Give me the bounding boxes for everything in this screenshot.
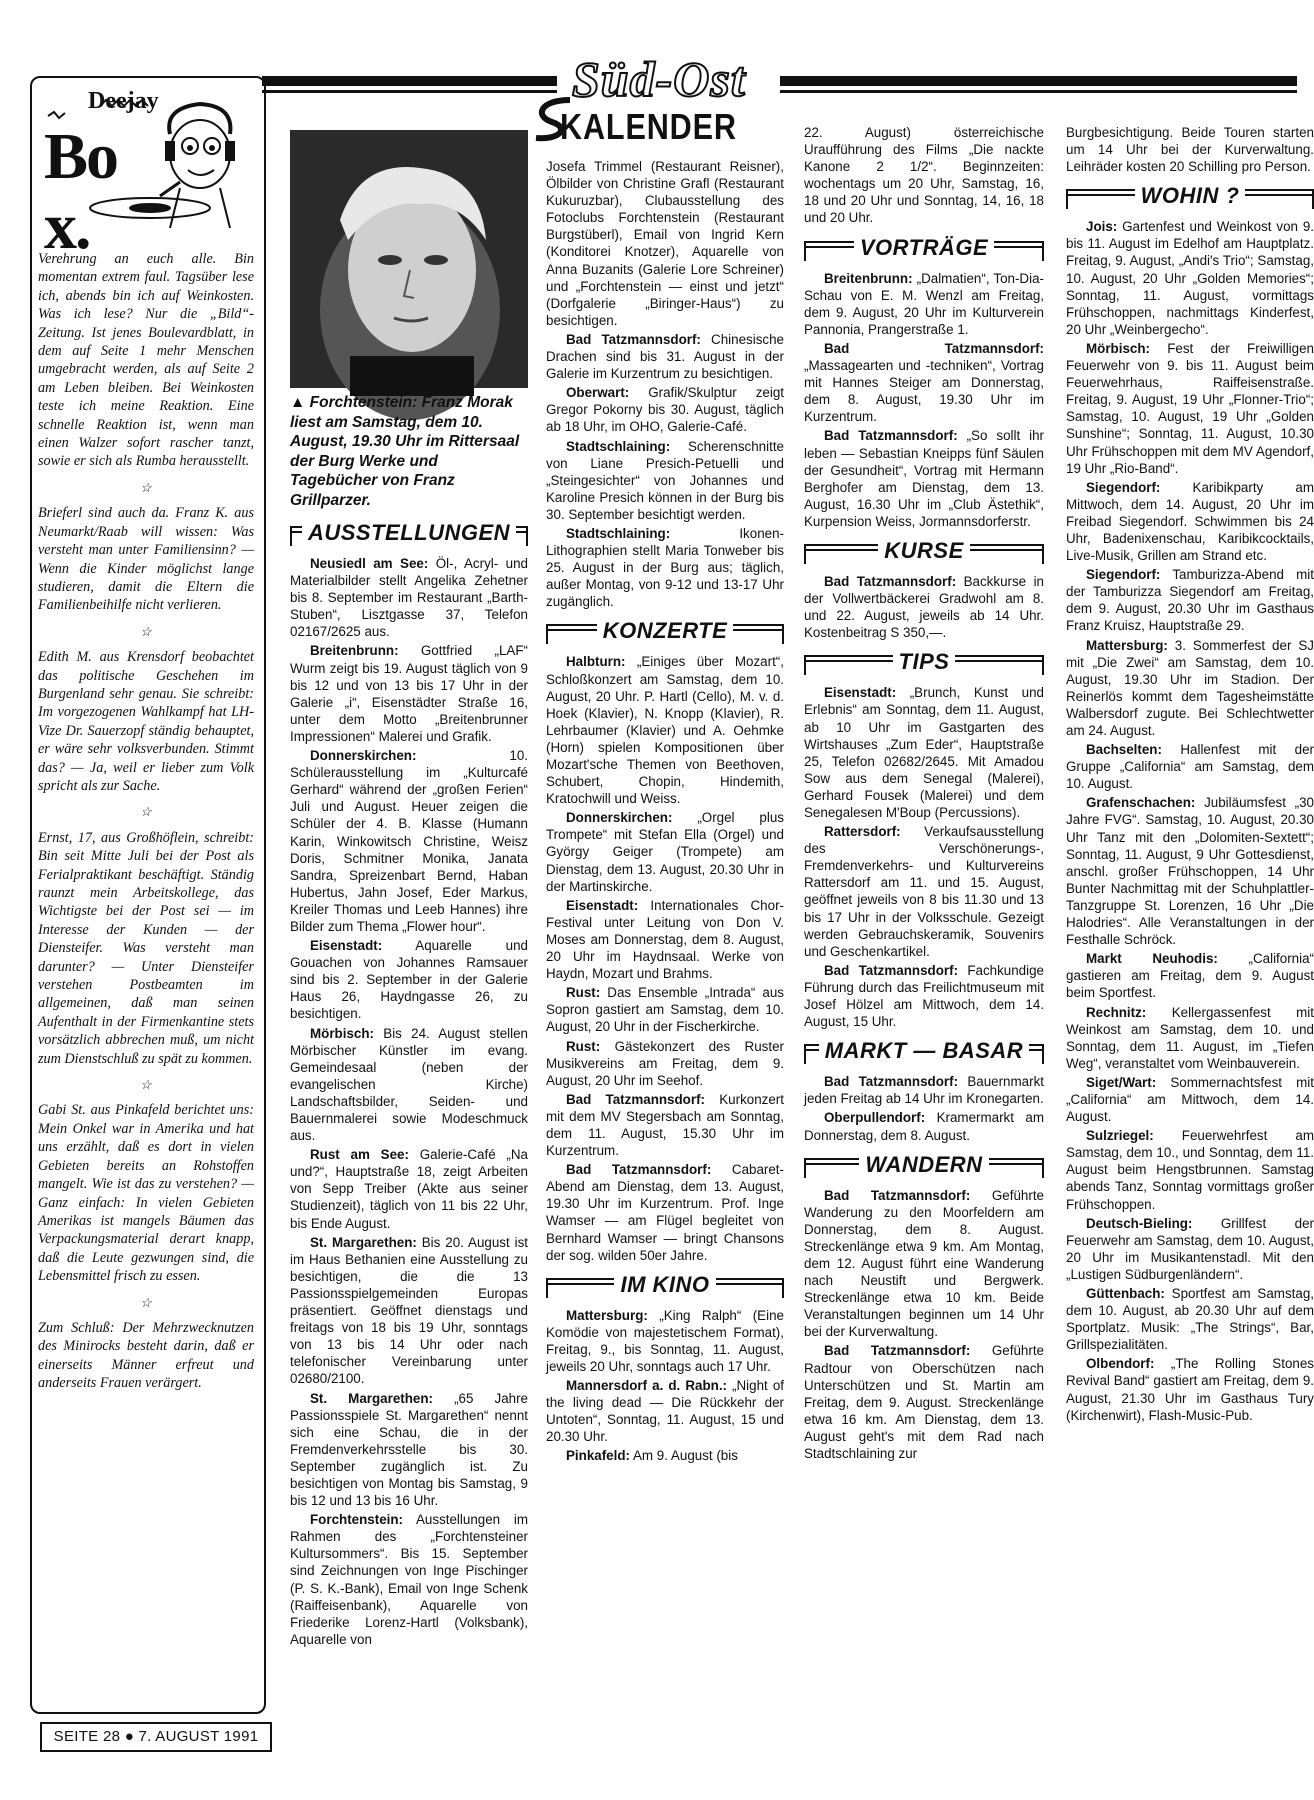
event-text: Ausstellungen im Rahmen des „Forchtensteiner Kultursommers“. Bis 15. September sind Zeichnungen von Inge Pischinger (P. S. K.-Bank), Email von Inge Schenk (Raiffeisenbank), Aquarelle von Friederike Lorenz-Hartl (Volksbank), Aquarelle von bbox=[290, 1512, 528, 1647]
event-entry bbox=[290, 555, 528, 640]
event-entry bbox=[1066, 1215, 1314, 1283]
deejay-paragraph: Ernst, 17, aus Großhöflein, schreibt: Bin seit Mitte Juli bei der Post als Ferialpraktikant beschäftigt. Ständig raunzt mein Arbeitskollege, das Wichtigste bei der Post sei — im Interesse der Kunden — der Diensteifer. Was versteht man darunter? — Unter Diensteifer verstehen Postbeamten im allgemeinen, daß man seinen Aufenthalt in der Firmenkantine stets vorsätzlich abbrechen muß, um nicht zum Dienstschluß zu spät zu kommen. bbox=[38, 829, 254, 1067]
page-footer bbox=[40, 1722, 272, 1752]
event-text: Bis 20. August ist im Haus Bethanien eine Ausstellung zu besichtigen, die die 13 Passionsspielgemeinden Europas präsentiert. Geöffnet dienstags und freitags von 18 bis 19 Uhr, sonntags von 13 bis 14 Uhr oder nach telefonischer Vereinbarung unter 02680/2100. bbox=[290, 1234, 528, 1387]
event-place: Siegendorf: bbox=[1086, 479, 1161, 495]
event-entry bbox=[1066, 1285, 1314, 1353]
section-title: AUSSTELLUNGEN bbox=[302, 520, 516, 545]
deejay-paragraph: Brieferl sind auch da. Franz K. aus Neumarkt/Raab will wissen: Was versteht man unter Familiensinn? — Wenn die Kinder möglichst lange studieren, damit die Eltern die Familienbeihilfe nicht verlieren. bbox=[38, 505, 254, 614]
event-entry bbox=[804, 684, 1044, 821]
tips-list bbox=[804, 684, 1044, 1030]
event-entry bbox=[546, 1091, 784, 1159]
section-title: VORTRÄGE bbox=[854, 235, 994, 260]
event-place: Deutsch-Bieling: bbox=[1086, 1215, 1193, 1231]
event-text: Bis 24. August stellen Mörbischer Künstler im evang. Gemeindesaal (neben der evangelischen Kirche) Landschaftsbilder, Seiden- und Bauernmalerei sowie Modeschmuck aus. bbox=[290, 1025, 528, 1144]
event-text: „Einiges über Mozart“, Schloßkonzert am Samstag, dem 10. August, 20 Uhr. P. Hartl (Cello), M. v. d. Hoek (Klavier), N. Knopp (Klavier), R. Lehrbaumer (Klavier) und A. Oehmke (Horn) spielen Kompositionen über Mozart'sche Themen von Beethoven, Schubert, Chopin, Hindemith, Kratochwill und Weiss. bbox=[546, 654, 784, 807]
section-header-wohin bbox=[1066, 183, 1314, 209]
event-entry bbox=[1066, 479, 1314, 564]
top-rule-left bbox=[262, 76, 557, 86]
kino-list bbox=[546, 1307, 784, 1465]
event-entry bbox=[546, 1038, 784, 1089]
event-text: Tamburizza-Abend mit der Tamburizza Siegendorf am Freitag, dem 9. August, 20.30 Uhr im Gasthaus Franz Kruisz, Hauptstraße 29. bbox=[1066, 567, 1314, 634]
event-entry bbox=[1066, 637, 1314, 740]
section-header-markt bbox=[804, 1038, 1044, 1064]
event-text: Kurkonzert mit dem MV Stegersbach am Sonntag, dem 11. August, 15.30 Uhr im Kurzentrum. bbox=[546, 1091, 784, 1159]
event-place: Bad Tatzmannsdorf: bbox=[566, 1091, 705, 1107]
ausstellungen-continued-list bbox=[546, 158, 784, 610]
event-entry bbox=[804, 1073, 1044, 1107]
event-place: Eisenstadt: bbox=[824, 685, 897, 701]
event-text: Verkaufsausstellung des Verschönerungs-, Fremdenverkehrs- und Kulturvereins Rattersdorf am 11. und 15. August, geöffnet jeweils von 8 bis 11.30 und 13 bis 17 Uhr in der Volksschule. Gezeigt werden Gebrauchskeramik, Souvenirs und Geschenkartikel. bbox=[804, 824, 1044, 959]
photo-caption: ▲ Forchtenstein: Franz Morak liest am Samstag, dem 10. August, 19.30 Uhr im Rittersaal der Burg Werke und Tagebücher von Franz Grillparzer. bbox=[290, 394, 520, 509]
section-header-ausstellungen bbox=[290, 520, 528, 546]
event-entry bbox=[546, 158, 784, 329]
event-text: Aquarelle und Gouachen von Johannes Ramsauer sind bis 2. September in der Galerie Haus 26, Haydngasse 26, zu besichtigen. bbox=[290, 938, 528, 1022]
event-place: Siget/Wart: bbox=[1086, 1074, 1157, 1090]
event-entry bbox=[1066, 566, 1314, 634]
event-entry bbox=[546, 1161, 784, 1264]
event-place: Mannersdorf a. d. Rabn.: bbox=[566, 1378, 727, 1394]
event-place: Donnerskirchen: bbox=[566, 810, 673, 826]
event-place: Mörbisch: bbox=[310, 1025, 374, 1041]
event-place: Grafenschachen: bbox=[1086, 795, 1196, 811]
event-text: Josefa Trimmel (Restaurant Reisner), Ölbilder von Christine Grafl (Restaurant Kukuruzbar), Clubausstellung des Fotoclubs Forchtenstein (Restaurant Burgstüberl), Email von Ingrid Kern (Konditorei Knotzer), Aquarelle von Anna Buzanits (Galerie Lore Schreiner) und „Forchtenstein — einst und jetzt“ (Dorfgalerie „Biringer-Haus“) zu besichtigen. bbox=[546, 159, 784, 328]
top-rule-right-thin bbox=[780, 90, 1297, 93]
wandern-list bbox=[804, 1187, 1044, 1463]
event-entry bbox=[290, 1511, 528, 1648]
event-place: Mattersburg: bbox=[1086, 637, 1168, 653]
deejay-text bbox=[38, 250, 254, 1395]
event-place: Rust: bbox=[566, 985, 601, 1001]
ausstellungen-list bbox=[290, 555, 528, 1648]
event-text: „Dalmatien“, Ton-Dia-Schau von E. M. Wenzl am Freitag, dem 9. August, 20 Uhr im Kulturverein Pannonia, Prangerstraße 1. bbox=[804, 270, 1044, 337]
kalender-logo bbox=[530, 51, 790, 147]
event-text: „King Ralph“ (Eine Komödie von majestetischem Format), Freitag, 9., bis Sonntag, 11. August, jeweils 20 Uhr, sonntags auch 17 Uhr. bbox=[546, 1307, 784, 1374]
column-4 bbox=[804, 124, 1044, 1464]
star-icon: ☆ bbox=[140, 1294, 152, 1310]
event-place: Breitenbrunn: bbox=[310, 643, 399, 659]
event-entry bbox=[1066, 794, 1314, 948]
event-place: Oberwart: bbox=[566, 385, 630, 401]
event-entry bbox=[1066, 741, 1314, 792]
event-text: Geführte Radtour von Oberschützen nach Unterschützen und St. Martin am Freitag, dem 9. August. Streckenlänge etwa 16 km. Am Dienstag, dem 13. August geht's mit dem Rad nach Stadtschlaining zur bbox=[804, 1343, 1044, 1461]
event-place: Jois: bbox=[1086, 219, 1118, 235]
event-text: Grafik/Skulptur zeigt Gregor Pokorny bis 30. August, täglich ab 18 Uhr, im OHO, Galerie-Café. bbox=[546, 385, 784, 435]
event-place: Eisenstadt: bbox=[310, 938, 383, 954]
event-place: Olbendorf: bbox=[1086, 1356, 1155, 1372]
event-place: Siegendorf: bbox=[1086, 567, 1161, 583]
event-place: Bad Tatzmannsdorf: bbox=[824, 340, 1044, 356]
event-entry bbox=[546, 809, 784, 894]
event-place: Bad Tatzmannsdorf: bbox=[824, 573, 957, 589]
section-title: KURSE bbox=[878, 538, 970, 563]
event-text: Backkurse in der Vollwertbäckerei Gradwohl am 8. und 22. August, jeweils ab 14 Uhr. Kostenbeitrag S 350,—. bbox=[804, 573, 1044, 641]
event-place: Rattersdorf: bbox=[824, 824, 901, 840]
section-title: TIPS bbox=[893, 649, 956, 674]
event-place: Pinkafeld: bbox=[566, 1448, 630, 1464]
event-entry bbox=[1066, 950, 1314, 1001]
event-text: Internationales Chor-Festival unter Leitung von Don V. Moses am Donnerstag, dem 8. August, 20 Uhr im Haydnsaal. Werke von Haydn, Mozart und Brahms. bbox=[546, 897, 784, 982]
event-entry bbox=[804, 340, 1044, 425]
page-footer-text: SEITE 28 ● 7. AUGUST 1991 bbox=[53, 1728, 259, 1745]
star-icon: ☆ bbox=[140, 479, 152, 495]
event-text: Jubiläumsfest „30 Jahre FVG“. Samstag, 10. August, 20.30 Uhr Tanz mit den „Dolomiten-Sextett“; Sonntag, 11. August, 9 Uhr Gottesdienst, anschl. großer Frühschoppen, 14 Uhr Bunter Nachmittag mit der Schuhplattler-Tanzgruppe St. Lorenzen, 16 Uhr „Die Halodries“. Alle Veranstaltungen in der Festhalle Schröck. bbox=[1066, 795, 1314, 948]
section-header-konzerte bbox=[546, 618, 784, 644]
wandern-continued: Burgbesichtigung. Beide Touren starten um 14 Uhr bei der Kurverwaltung. Leihräder kosten 20 Schilling pro Person. bbox=[1066, 125, 1314, 175]
event-text: Ikonen-Lithographien stellt Maria Tonweber bis 25. August in der Burg aus; täglich, außer Montag, von 9-12 und 13-17 Uhr zugänglich. bbox=[546, 525, 784, 610]
event-entry bbox=[546, 331, 784, 382]
event-entry bbox=[290, 642, 528, 745]
kalender-script: Süd-Ost bbox=[572, 51, 746, 107]
section-header-wandern bbox=[804, 1152, 1044, 1178]
star-icon: ☆ bbox=[140, 623, 152, 639]
event-text: 3. Sommerfest der SJ mit „Die Zwei“ am Samstag, dem 10. August, 19.30 Uhr im Stadion. Der Reinerlös kommt dem Tagesheimstätte Walbersdorf zugute. Bei Schlechtwetter am 24. August. bbox=[1066, 637, 1314, 738]
event-entry bbox=[1066, 340, 1314, 477]
top-rule-right bbox=[780, 76, 1297, 86]
event-text: Gottfried „LAF“ Wurm zeigt bis 19. August täglich von 9 bis 12 und von 13 bis 17 Uhr in der Galerie „i“, Eisenstädter Straße 16, unter dem Motto „Breitenbrunner Impressionen“ Malerei und Grafik. bbox=[290, 643, 528, 744]
event-entry bbox=[804, 823, 1044, 960]
event-place: Bad Tatzmannsdorf: bbox=[824, 1343, 971, 1359]
event-place: Rust am See: bbox=[310, 1147, 409, 1163]
section-title: WOHIN ? bbox=[1135, 183, 1246, 208]
event-place: Forchtenstein: bbox=[310, 1512, 403, 1528]
event-text: „Massagearten und -techniken“, Vortrag mit Hannes Steiger am Donnerstag, dem 8. August, 19.30 Uhr im Kurzentrum. bbox=[804, 358, 1044, 425]
deejay-logo bbox=[40, 86, 255, 263]
event-entry bbox=[546, 1307, 784, 1375]
event-entry bbox=[1066, 1004, 1314, 1072]
event-text: Fachkundige Führung durch das Freilichtmuseum mit Josef Hölzel am Mittwoch, dem 14. August, 15 Uhr. bbox=[804, 962, 1044, 1030]
event-place: Oberpullendorf: bbox=[824, 1110, 926, 1126]
event-entry bbox=[546, 438, 784, 523]
section-title: MARKT — BASAR bbox=[819, 1038, 1029, 1063]
deejay-paragraph: Edith M. aus Krensdorf beobachtet das politische Geschehen im Burgenland sehr genau. Sie schreibt: Im vorgezogenen Wahlkampf hat LH-Vize Dr. Sauerzopf ständig behauptet, er wäre sehr volksverbunden. Stimmt das? — Ja, weil er lieber zum Volk spricht als zur Sache. bbox=[38, 649, 254, 794]
section-title: IM KINO bbox=[614, 1272, 715, 1297]
event-place: Donnerskirchen: bbox=[310, 748, 417, 764]
event-place: Bad Tatzmannsdorf: bbox=[824, 1187, 971, 1203]
event-entry bbox=[290, 937, 528, 1022]
deejay-paragraph: Verehrung an euch alle. Bin momentan extrem faul. Tagsüber lese ich, abends bin ich auf Weinkosten. Was ich lese? Nur die „Bild“-Zeitung. Ist jenes Boulevardblatt, in dem auf Seite 1 mehr Menschen umgebracht werden, als auf Seite 2 am Leben bleiben. Bei Weinkosten teste ich meine Reaktion. Eine schnelle Reaktion ist, wenn man einen Walzer sofort rascher tanzt, sowie er sich als Rumba herausstellt. bbox=[38, 251, 254, 470]
event-text: 10. Schülerausstellung im „Kulturcafé Gerhard“ während der „großen Ferien“ Juli und August. Heuer zeigen die Schüler der 4. B. Klasse (Humann Karin, Winkowitsch Christine, Weisz Doris, Schmitner Monika, Janata Sandra, Spreizenbart Bernd, Haban Hubertus, Jahn Josef, Eder Markus, Kreiler Thomas und Leeb Hannes) ihre Bilder zum Thema „Flower hour“. bbox=[290, 748, 528, 934]
event-text: Sportfest am Samstag, dem 10. August, ab 20.30 Uhr auf dem Sportplatz. Musik: „The Strings“, Bar, Grillspezialitäten. bbox=[1066, 1286, 1314, 1353]
event-text: „So sollt ihr leben — Sebastian Kneipps fünf Säulen der Gesundheit“, Vortrag mit Hermann Berghofer am Dienstag, dem 13. August, 16.30 Uhr im „Club Ästethik“, Kurpension Weiss, Jormannsdorferstr. bbox=[804, 428, 1044, 529]
event-text: Öl-, Acryl- und Materialbilder stellt Angelika Zehetner bis 8. September im Restaurant „Barth-Stuben“, Lisztgasse 37, Telefon 02167/2625 aus. bbox=[290, 556, 528, 640]
event-text: Karibikparty am Mittwoch, dem 14. August, 20 Uhr im Freibad Siegendorf. Schwimmen bis 24 Uhr, Badenixenschau, Karibikcocktails, Live-Musik, Grillen am Strand etc. bbox=[1066, 479, 1314, 564]
section-header-vortraege bbox=[804, 235, 1044, 261]
star-icon: ☆ bbox=[140, 1077, 152, 1093]
event-text: Fest der Freiwilligen Feuerwehr von 9. bis 11. August beim Feuerwehrhaus, Raiffeisenstraße. Freitag, 9. August, 19 Uhr „Flonner-Trio“; Samstag, 10. August, 19 Uhr „Golden Sunshine“; Sonntag, 11. August, 10.30 Uhr Frühschoppen mit dem MV Agendorf, 19 Uhr „Rio-Band“. bbox=[1066, 340, 1314, 476]
event-place: St. Margarethen: bbox=[310, 1234, 417, 1250]
deejay-paragraph: Gabi St. aus Pinkafeld berichtet uns: Mein Onkel war in Amerika und hat uns erzählt, daß es dort in vielen Gebieten bereits an Rohstoffen mangelt. Wie ist das zu verstehen? — Ganz einfach: In vielen Gebieten Amerikas ist mangels Bäumen das Verpackungsmaterial derart knapp, daß die Leute gezwungen sind, die Lebensmittel frisch zu essen. bbox=[38, 1102, 254, 1285]
event-text: „Orgel plus Trompete“ mit Stefan Ella (Orgel) und György Geiger (Trompete) am Dienstag, dem 13. August, 20.30 Uhr in der Martinskirche. bbox=[546, 810, 784, 894]
event-place: Güttenbach: bbox=[1086, 1286, 1165, 1301]
event-text: Hallenfest mit der Gruppe „California“ am Samstag, dem 10. August. bbox=[1066, 742, 1314, 792]
event-entry bbox=[804, 1187, 1044, 1341]
event-place: Neusiedl am See: bbox=[310, 556, 429, 571]
section-header-tips bbox=[804, 649, 1044, 675]
event-text: Scherenschnitte von Liane Presich-Petuelli und „Steingesichter“ von Johannes und Karoline Presich können in der Burg bis 30. September besichtigt werden. bbox=[546, 438, 784, 522]
event-place: Sulzriegel: bbox=[1086, 1128, 1154, 1144]
event-text: Kellergassenfest mit Weinkost am Samstag, dem 10. und Sonntag, dem 11. August, im „Tiefen Weg“, veranstaltet vom Weinbauverein. bbox=[1066, 1004, 1314, 1071]
event-text: Am 9. August (bis bbox=[630, 1448, 738, 1464]
section-title: WANDERN bbox=[859, 1152, 988, 1177]
event-entry bbox=[290, 1146, 528, 1231]
event-place: Halbturn: bbox=[566, 654, 626, 670]
section-header-im-kino bbox=[546, 1272, 784, 1298]
section-title: KONZERTE bbox=[597, 618, 734, 643]
event-text: Kramermarkt am Donnerstag, dem 8. August. bbox=[804, 1110, 1044, 1143]
event-entry bbox=[804, 573, 1044, 641]
event-text: „The Rolling Stones Revival Band“ gastiert am Freitag, dem 9. August, 21.30 Uhr im Gasthaus Tury (Kirchenwirt), Flash-Music-Pub. bbox=[1066, 1356, 1314, 1423]
kurse-list bbox=[804, 573, 1044, 641]
photo-franz-morak bbox=[290, 130, 528, 388]
event-place: Bad Tatzmannsdorf: bbox=[824, 428, 958, 444]
event-text: Gartenfest und Weinkost von 9. bis 11. August im Edelhof am Hauptplatz. Freitag, 9. August, „Andi's Trio“; Samstag, 10. August, 20 Uhr „Golden Memories“; Sonntag, 11. August, vormittags Frühschoppen, nachmittags Kinderfest, 20 Uhr „Weinbergecho“. bbox=[1066, 219, 1314, 337]
kalender-title: KALENDER bbox=[560, 106, 737, 147]
event-text: Chinesische Drachen sind bis 31. August in der Galerie im Kurzentrum zu besichtigen. bbox=[546, 331, 784, 382]
event-place: Bad Tatzmannsdorf: bbox=[824, 962, 959, 978]
event-entry bbox=[1066, 1074, 1314, 1125]
event-entry bbox=[546, 525, 784, 610]
event-place: Bad Tatzmannsdorf: bbox=[566, 331, 701, 347]
event-text: Grillfest der Feuerwehr am Samstag, dem 10. August, 20 Uhr im Musikantenstadl. Mit den „Lustigen Südburgenländern“. bbox=[1066, 1215, 1314, 1282]
event-place: Stadtschlaining: bbox=[566, 525, 671, 541]
event-entry bbox=[546, 984, 784, 1035]
event-place: Bad Tatzmannsdorf: bbox=[824, 1074, 959, 1090]
section-header-kurse bbox=[804, 538, 1044, 564]
event-entry bbox=[546, 653, 784, 807]
deejay-logo-main: Box. bbox=[44, 120, 118, 263]
portrait-image bbox=[290, 130, 528, 388]
event-entry bbox=[1066, 218, 1314, 338]
konzerte-list bbox=[546, 653, 784, 1263]
event-place: Mörbisch: bbox=[1086, 340, 1150, 356]
event-entry bbox=[546, 1447, 784, 1464]
event-text: Das Ensemble „Intrada“ aus Sopron gastiert am Samstag, dem 10. August, 20 Uhr in der Fischerkirche. bbox=[546, 985, 784, 1035]
wohin-list bbox=[1066, 218, 1314, 1423]
event-text: Gästekonzert des Ruster Musikvereins am Freitag, dem 9. August, 20 Uhr im Seehof. bbox=[546, 1038, 784, 1088]
deejay-logo-top: Deejay bbox=[88, 88, 159, 114]
column-5 bbox=[1066, 124, 1314, 1426]
column-2 bbox=[290, 512, 528, 1650]
event-entry bbox=[546, 384, 784, 435]
event-entry bbox=[804, 270, 1044, 338]
event-place: Stadtschlaining: bbox=[566, 438, 671, 454]
event-place: Rust: bbox=[566, 1038, 601, 1054]
event-text: „Night of the living dead — Die Rückkehr der Untoten“, Sonntag, 11. August, 15 und 20.30 Uhr. bbox=[546, 1378, 785, 1445]
star-icon: ☆ bbox=[140, 804, 152, 820]
event-entry bbox=[290, 1234, 528, 1388]
event-place: St. Margarethen: bbox=[310, 1390, 434, 1406]
vortraege-list bbox=[804, 270, 1044, 530]
event-entry bbox=[804, 962, 1044, 1030]
event-text: Galerie-Café „Na und?“, Hauptstraße 18, zeigt Arbeiten von Sepp Treiber (Akte aus seiner Studienzeit), täglich von 11 bis 22 Uhr, bis Ende August. bbox=[290, 1147, 528, 1231]
event-entry bbox=[290, 747, 528, 935]
event-text: Cabaret-Abend am Dienstag, dem 13. August, 19.30 Uhr im Kurzentrum. Prof. Inge Wamser — am Flügel begleitet von Bernhard Wamser — bringt Chansons der sog. wilden 50er Jahre. bbox=[546, 1162, 784, 1263]
event-text: Sommernachtsfest mit „California“ am Mittwoch, dem 14. August. bbox=[1066, 1074, 1314, 1125]
top-rule-left-thin bbox=[262, 90, 557, 93]
event-entry bbox=[546, 1377, 784, 1445]
event-entry bbox=[290, 1390, 528, 1510]
event-entry bbox=[804, 1342, 1044, 1462]
event-place: Bachselten: bbox=[1086, 742, 1162, 758]
column-5-clip bbox=[1062, 124, 1314, 1764]
event-entry bbox=[546, 897, 784, 982]
kalender-swash bbox=[530, 96, 576, 142]
event-place: Mattersburg: bbox=[566, 1307, 648, 1323]
event-place: Markt Neuhodis: bbox=[1086, 951, 1218, 967]
event-place: Eisenstadt: bbox=[566, 897, 639, 913]
event-text: „65 Jahre Passionsspiele St. Margarethen“ nennt sich eine Schau, die in der Fremdenverkehrsstelle bis 30. September zugänglich ist. Zu besichtigen von Montag bis Samstag, 9 bis 12 und 13 bis 16 Uhr. bbox=[290, 1390, 529, 1509]
event-entry bbox=[1066, 1355, 1314, 1423]
event-text: „California“ gastieren am Freitag, dem 9. August beim Sportfest. bbox=[1066, 951, 1314, 1001]
event-place: Breitenbrunn: bbox=[824, 270, 913, 286]
markt-list bbox=[804, 1073, 1044, 1143]
event-entry bbox=[1066, 1127, 1314, 1212]
column-3 bbox=[546, 158, 784, 1467]
event-entry bbox=[804, 1109, 1044, 1143]
kino-continued: 22. August) österreichische Uraufführung des Films „Die nackte Kanone 2 1/2“. Beginnzeiten: wochentags um 20 Uhr, Samstag, 16, 18 und 20 Uhr und Sonntag, 14, 16, 18 und 20 Uhr. bbox=[804, 125, 1044, 226]
event-place: Bad Tatzmannsdorf: bbox=[566, 1162, 712, 1178]
deejay-paragraph: Zum Schluß: Der Mehrzwecknutzen des Minirocks besteht darin, daß er einerseits Männer erfreut und anderseits Frauen verärgert. bbox=[38, 1319, 254, 1392]
event-text: Geführte Wanderung zu den Moorfeldern am Donnerstag, dem 8. August. Streckenlänge etwa 9 km. Am Montag, dem 12. August führt eine Wanderung nach Neustift und Bergwerk. Streckenlänge etwa 10 km. Beide Veranstaltungen beginnen um 14 Uhr bei der Kurverwaltung. bbox=[804, 1187, 1044, 1340]
event-text: Feuerwehrfest am Samstag, dem 10., und Sonntag, dem 11. August beim Hengstbrunnen. Samstag abends Tanz, Sonntag vormittags großer Frühschoppen. bbox=[1066, 1128, 1314, 1212]
event-entry bbox=[290, 1025, 528, 1145]
event-entry bbox=[804, 427, 1044, 530]
event-text: „Brunch, Kunst und Erlebnis“ am Sonntag, dem 11. August, ab 10 Uhr im Gastgarten des Wirtshauses „Zum Eder“, Hauptstraße 25, Telefon 02682/2645. Mit Amadou Sow aus dem Senegal (Malerei), Gerhard Fousek (Malerei) und dem Senegalesen M'Boup (Percussions). bbox=[804, 685, 1044, 820]
event-place: Rechnitz: bbox=[1086, 1004, 1147, 1020]
event-text: Bauernmarkt jeden Freitag ab 14 Uhr im Kronegarten. bbox=[804, 1074, 1044, 1107]
